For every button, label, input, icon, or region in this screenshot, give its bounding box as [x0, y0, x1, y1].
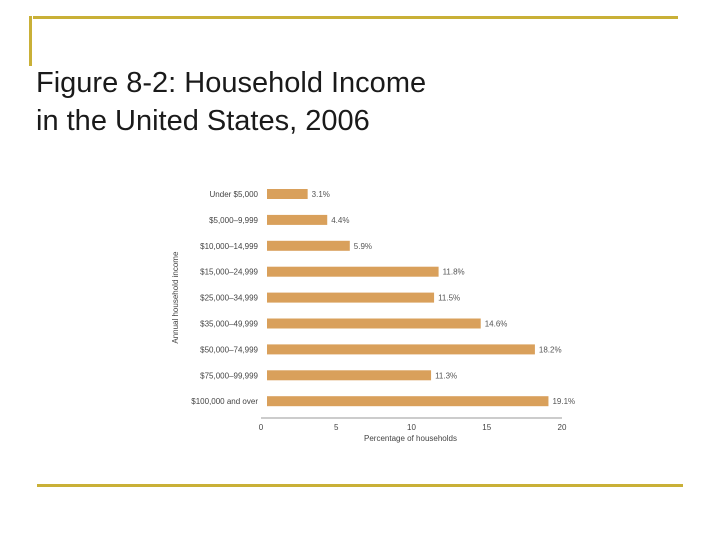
y-axis-title: Annual household income [171, 251, 180, 344]
bar [267, 370, 431, 380]
value-label: 19.1% [552, 397, 576, 407]
bar [267, 293, 434, 303]
x-tick-label: 15 [482, 423, 492, 432]
x-tick-label: 10 [407, 423, 416, 432]
category-label: $100,000 and over [191, 397, 258, 407]
value-label: 11.5% [438, 293, 461, 303]
x-tick-label: 0 [258, 423, 264, 432]
bar [267, 215, 327, 225]
category-label: $35,000–49,999 [200, 319, 258, 329]
x-tick-label: 20 [557, 423, 567, 432]
bar [267, 319, 481, 329]
x-axis-title: Percentage of households [364, 434, 457, 443]
x-ticks [259, 423, 567, 432]
value-label: 18.2% [538, 345, 562, 355]
category-label: $10,000–14,999 [200, 241, 258, 251]
bars-layer [191, 189, 575, 406]
category-label: Under $5,000 [209, 190, 258, 199]
value-label: 14.6% [484, 319, 508, 329]
category-label: $15,000–24,999 [200, 267, 258, 277]
slide-title-line-2: in the United States, 2006 [36, 105, 370, 137]
bar [267, 267, 439, 277]
bar [267, 189, 308, 199]
value-label: 3.1% [311, 190, 330, 199]
value-label: 5.9% [353, 241, 373, 251]
value-label: 11.8% [442, 267, 465, 277]
slide-title-line-1: Figure 8-2: Household Income [36, 67, 427, 99]
category-label: $5,000–9,999 [209, 215, 258, 225]
bar [267, 241, 350, 251]
category-label: $25,000–34,999 [200, 293, 258, 303]
x-tick-label: 5 [334, 423, 339, 432]
category-label: $75,000–99,999 [200, 371, 258, 381]
category-label: $50,000–74,999 [200, 345, 258, 355]
bar [267, 344, 535, 354]
bar [267, 396, 548, 406]
value-label: 4.4% [331, 215, 350, 225]
value-label: 11.3% [435, 371, 458, 381]
